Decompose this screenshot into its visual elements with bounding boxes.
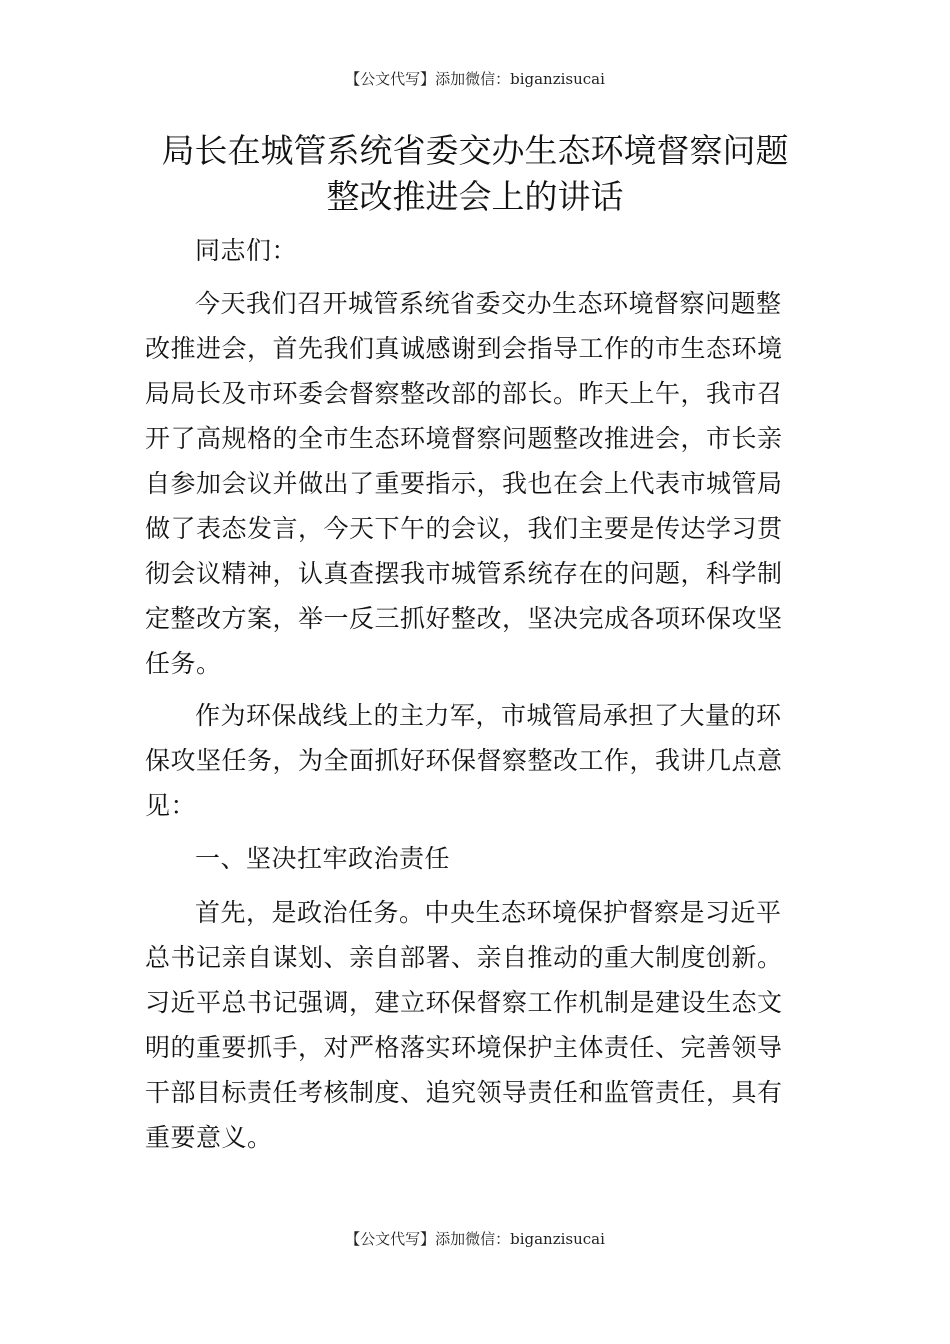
- paragraph-line: 定整改方案，举一反三抓好整改，坚决完成各项环保攻坚: [145, 604, 783, 633]
- salutation: [145, 228, 805, 273]
- paragraph-line: 局局长及市环委会督察整改部的部长。昨天上午，我市召: [145, 379, 783, 408]
- paragraph-line: 开了高规格的全市生态环境督察问题整改推进会，市长亲: [145, 424, 783, 453]
- paragraph-line: 习近平总书记强调，建立环保督察工作机制是建设生态文: [145, 988, 783, 1017]
- paragraph-line: 任务。: [145, 649, 222, 678]
- heading-text: 一、坚决扛牢政治责任: [195, 844, 451, 873]
- paragraph-line: 彻会议精神，认真查摆我市城管系统存在的问题，科学制: [145, 559, 783, 588]
- paragraph-line: 首先，是政治任务。中央生态环境保护督察是习近平: [195, 898, 782, 927]
- paragraph-opening: [145, 281, 805, 686]
- paragraph-line: 明的重要抓手，对严格落实环境保护主体责任、完善领导: [145, 1033, 783, 1062]
- paragraph-political-task: [145, 890, 805, 1160]
- paragraph-line: 总书记亲自谋划、亲自部署、亲自推动的重大制度创新。: [145, 943, 783, 972]
- document-title: [0, 128, 950, 220]
- title-line-2: 整改推进会上的讲话: [326, 177, 624, 216]
- paragraph-line: 干部目标责任考核制度、追究领导责任和监管责任，具有: [145, 1078, 783, 1107]
- paragraph-line: 自参加会议并做出了重要指示，我也在会上代表市城管局: [145, 469, 783, 498]
- paragraph-line: 今天我们召开城管系统省委交办生态环境督察问题整: [195, 289, 782, 318]
- paragraph-intro-points: [145, 693, 805, 828]
- paragraph-line: 见：: [145, 791, 197, 820]
- paragraph-line: 重要意义。: [145, 1123, 273, 1152]
- section-heading-1: [145, 836, 805, 881]
- salutation-text: 同志们：: [195, 236, 298, 265]
- paragraph-line: 作为环保战线上的主力军，市城管局承担了大量的环: [195, 701, 782, 730]
- page-header-watermark: 【公文代写】添加微信：biganzisucai: [345, 70, 605, 88]
- paragraph-line: 保攻坚任务，为全面抓好环保督察整改工作，我讲几点意: [145, 746, 783, 775]
- page-footer-watermark: 【公文代写】添加微信：biganzisucai: [345, 1230, 605, 1248]
- paragraph-line: 做了表态发言，今天下午的会议，我们主要是传达学习贯: [145, 514, 783, 543]
- paragraph-line: 改推进会，首先我们真诚感谢到会指导工作的市生态环境: [145, 334, 783, 363]
- title-line-1: 局长在城管系统省委交办生态环境督察问题: [161, 131, 789, 170]
